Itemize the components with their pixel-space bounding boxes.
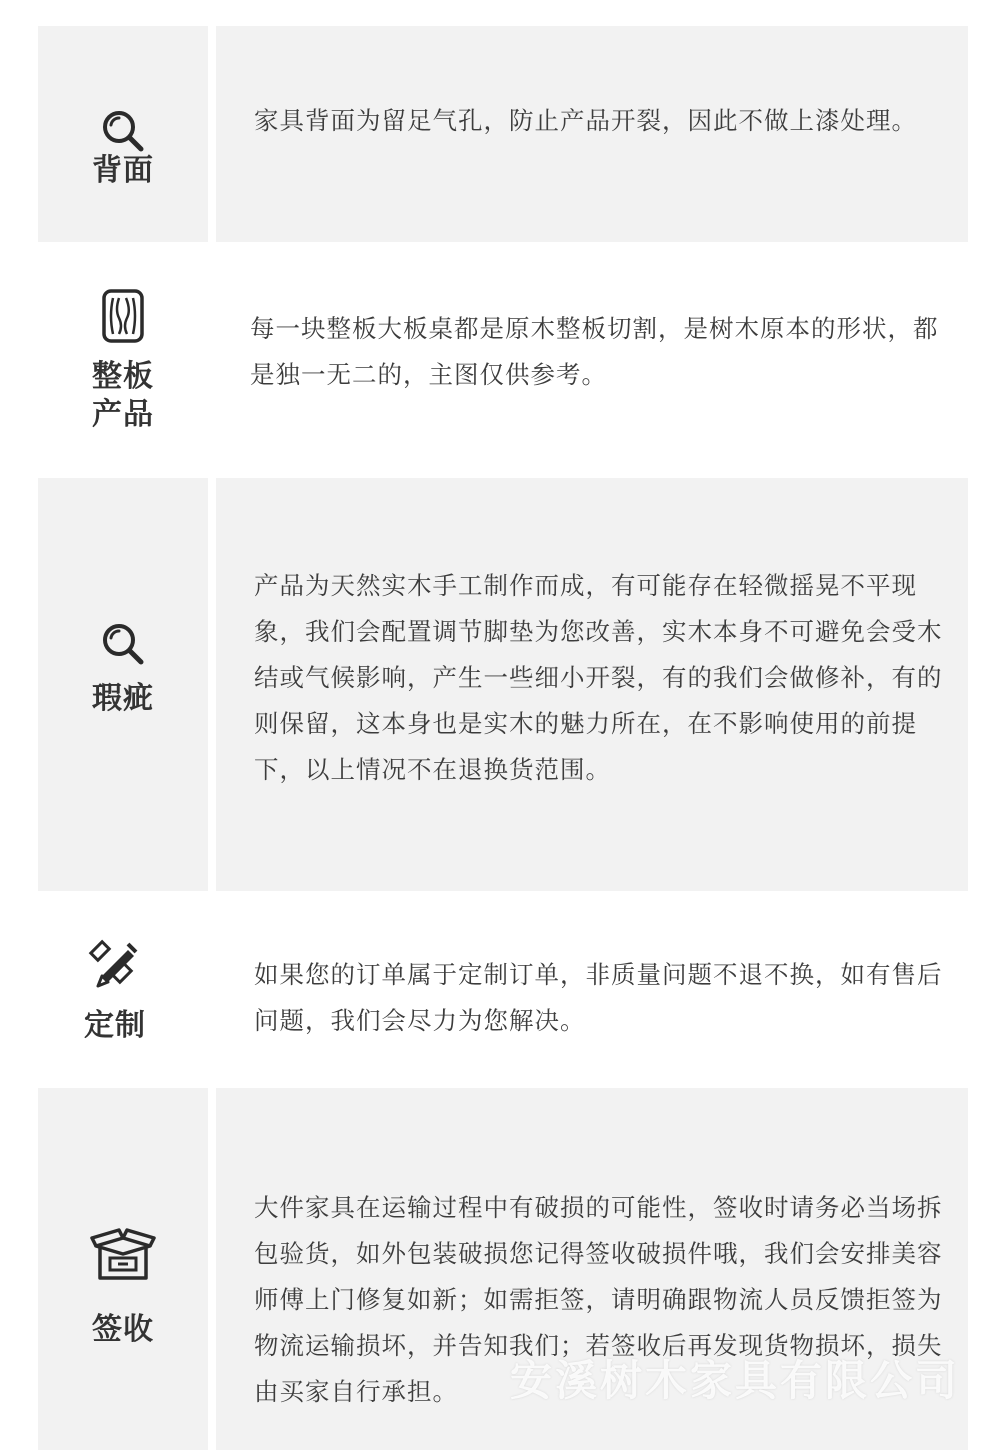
section-slab-label-cell	[38, 250, 208, 470]
section-back-text-cell	[216, 26, 968, 242]
section-custom	[38, 900, 968, 1080]
section-flaw	[38, 478, 968, 891]
section-slab	[38, 250, 968, 470]
section-custom-text-cell	[216, 900, 968, 1080]
search-icon	[100, 108, 146, 154]
section-flaw-text: 产品为天然实木手工制作而成，有可能存在轻微摇晃不平现象，我们会配置调节脚垫为您改善，实木本身不可避免会受木结或气候影响，产生一些细小开裂，有的我们会做修补，有的则保留，这本身也是实木的魅力所在，在不影响使用的前提下，以上情况不在退换货范围。	[254, 571, 943, 784]
section-flaw-label-cell	[38, 478, 208, 891]
search-icon	[100, 621, 146, 667]
pencil-ruler-icon	[88, 936, 140, 988]
section-sign-label-cell	[38, 1088, 208, 1450]
section-sign	[38, 1088, 968, 1450]
package-box-icon	[90, 1224, 156, 1284]
section-custom-label: 定制	[84, 1008, 146, 1043]
section-flaw-label: 瑕疵	[92, 681, 154, 716]
wood-slab-icon	[101, 288, 145, 344]
section-custom-text: 如果您的订单属于定制订单，非质量问题不退不换，如有售后问题，我们会尽力为您解决。	[254, 960, 943, 1035]
watermark: 安溪树木家具有限公司	[509, 1356, 960, 1405]
section-back-label-cell	[38, 26, 208, 242]
section-sign-text-cell	[216, 1088, 968, 1450]
section-sign-label: 签收	[92, 1312, 154, 1347]
section-back	[38, 26, 968, 242]
section-back-label: 背面	[92, 153, 154, 188]
section-slab-label: 整板产品	[92, 359, 154, 432]
section-slab-text: 每一块整板大板桌都是原木整板切割，是树木原本的形状，都是独一无二的，主图仅供参考。	[250, 314, 939, 389]
section-custom-label-cell	[38, 900, 208, 1080]
section-slab-text-cell	[216, 250, 968, 470]
section-flaw-text-cell	[216, 478, 968, 891]
section-sign-text: 大件家具在运输过程中有破损的可能性，签收时请务必当场拆包验货，如外包装破损您记得签收破损件哦，我们会安排美容师傅上门修复如新；如需拒签，请明确跟物流人员反馈拒签为物流运输损坏，并告知我们；若签收后再发现货物损坏，损失由买家自行承担。	[254, 1193, 943, 1406]
section-back-text: 家具背面为留足气孔，防止产品开裂，因此不做上漆处理。	[254, 106, 917, 135]
